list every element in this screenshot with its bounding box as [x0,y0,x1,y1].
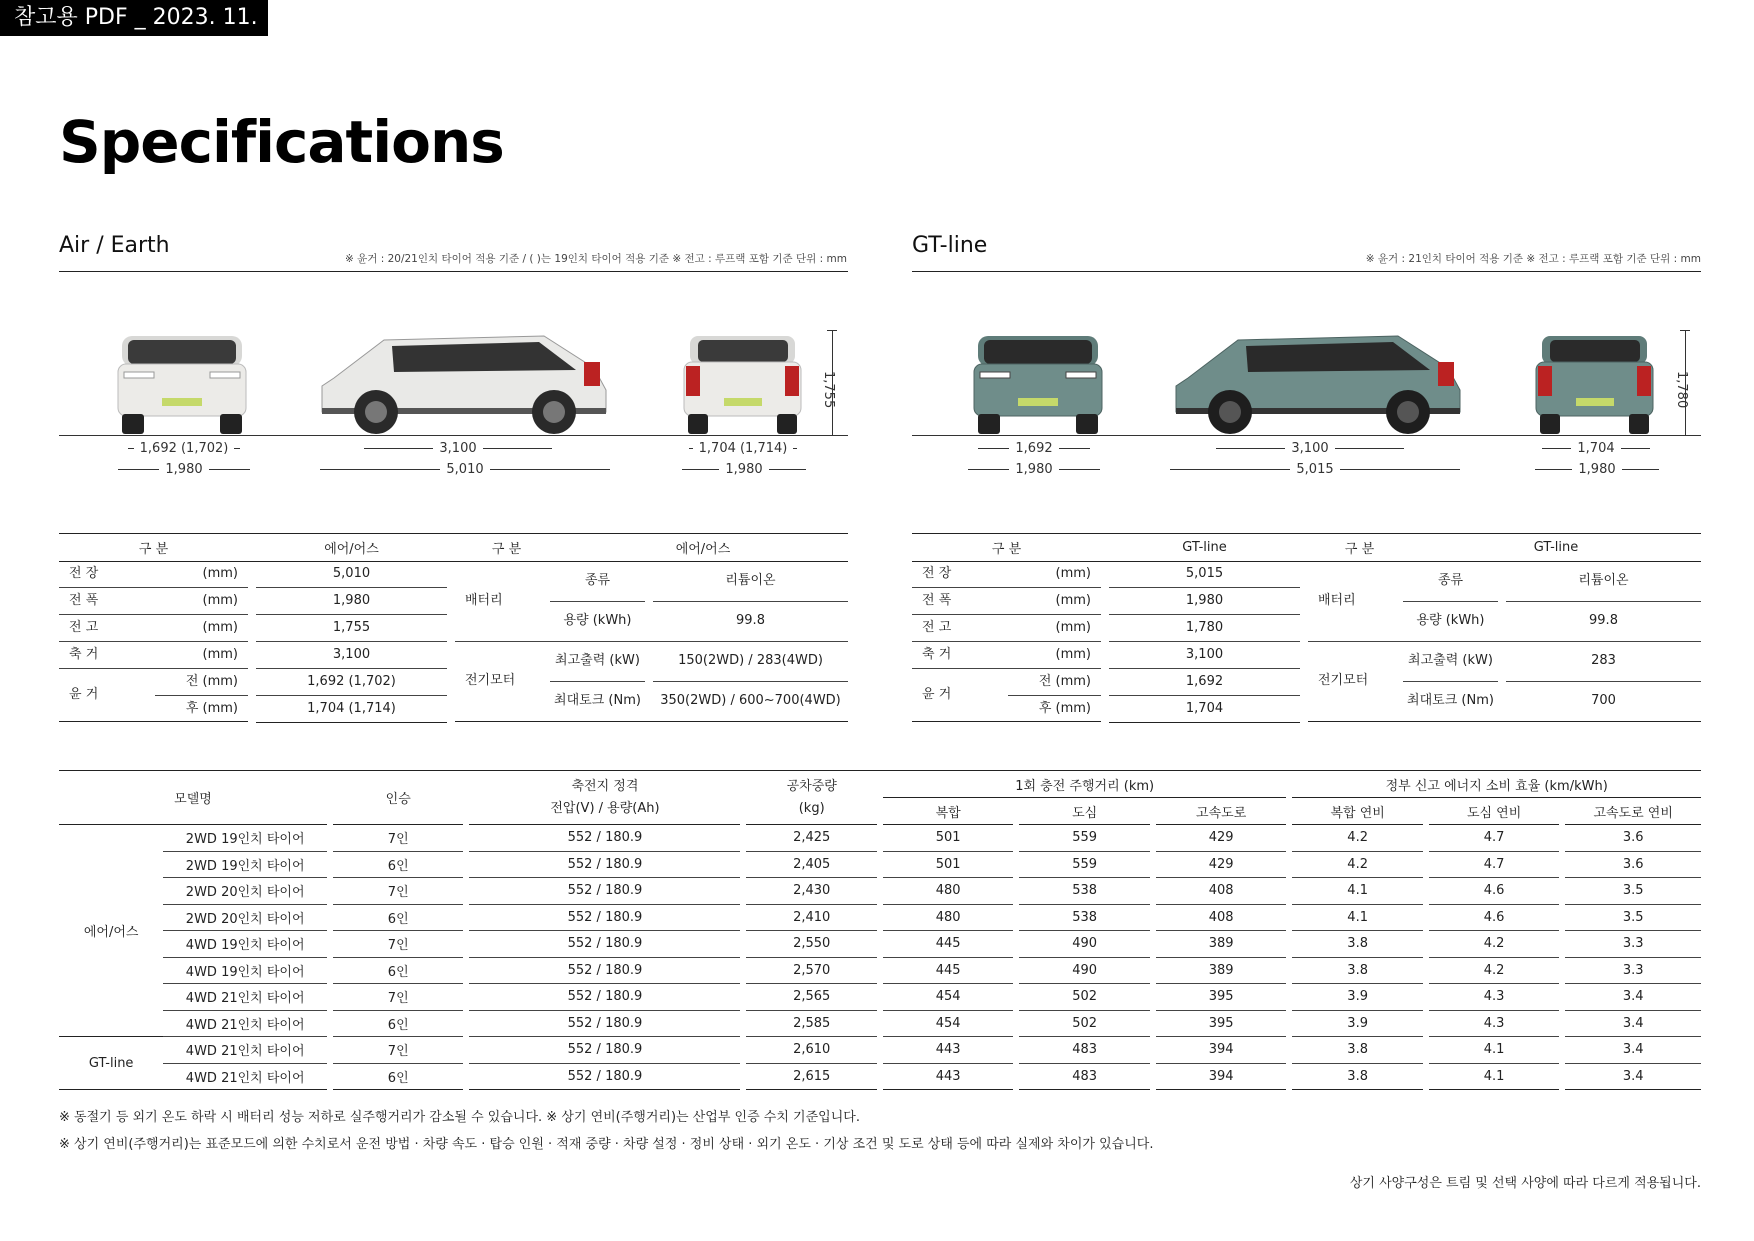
gt-torque-label: 최대토크 (Nm) [1407,693,1494,708]
cell-model: 2WD 19인치 타이어 [163,825,327,852]
footnote-1: ※ 동절기 등 외기 온도 하락 시 배터리 성능 저하로 실주행거리가 감소될 수 있습니다. ※ 상기 연비(주행거리)는 산업부 인증 수치 기준입니다. [59,1110,860,1125]
air-spec-table [59,533,848,562]
th-battery [469,771,740,825]
air-row-height-label: 전 고 [69,620,99,635]
air-battery-label: 배터리 [465,593,503,608]
th-range: 1회 충전 주행거리 (km) [883,771,1286,798]
gt-side-view-image [1168,328,1468,438]
table-row [59,957,1701,984]
cell-range-highway: 429 [1156,825,1286,852]
gt-motor-label: 전기모터 [1318,673,1369,688]
air-row-width-unit: (mm) [202,593,238,608]
gt-row-wheelbase-unit: (mm) [1055,647,1091,662]
cell-battery: 552 / 180.9 [469,904,740,931]
air-power-label: 최고출력 (kW) [555,653,640,668]
gt-front-track-dim: 1,692 [978,441,1090,456]
gt-height-tick [1680,330,1690,331]
air-side-view-image [314,328,614,438]
air-ground-line [59,435,848,436]
page-title: Specifications [59,108,504,176]
cell-eff-combined: 3.9 [1292,984,1422,1011]
cell-eff-combined: 4.1 [1292,878,1422,905]
cell-eff-city: 4.3 [1429,984,1559,1011]
air-front-view-image [112,328,252,438]
air-row-wheelbase-unit: (mm) [202,647,238,662]
cell-seats: 6인 [333,904,463,931]
gt-battery-type-label: 종류 [1437,573,1464,588]
cell-eff-city: 4.6 [1429,904,1559,931]
cell-model: 4WD 21인치 타이어 [163,984,327,1011]
th-weight-line2: (kg) [798,800,825,816]
table-row [59,904,1701,931]
cell-battery: 552 / 180.9 [469,851,740,878]
cell-weight: 2,570 [746,957,876,984]
gt-track-front-value: 1,692 [1109,669,1300,696]
gt-battery-type-value: 리튬이온 [1578,573,1629,588]
air-front-width-dim: 1,980 [118,462,250,477]
cell-seats: 6인 [333,957,463,984]
gt-track-rear-value: 1,704 [1109,696,1300,723]
gt-row-height-label: 전 고 [922,620,952,635]
air-row-length-unit: (mm) [202,566,238,581]
cell-range-highway: 429 [1156,851,1286,878]
gt-row-track-rear-unit: 후 (mm) [1038,701,1091,716]
cell-eff-combined: 3.8 [1292,1063,1422,1090]
table-row [59,931,1701,958]
cell-range-combined: 501 [883,851,1013,878]
gt-row-length-unit: (mm) [1055,566,1091,581]
th-weight-line1: 공차중량 [786,778,837,794]
air-battery-type-label: 종류 [584,573,611,588]
air-track-front-value: 1,692 (1,702) [256,669,447,696]
cell-range-city: 490 [1019,957,1149,984]
air-earth-note: ※ 윤거 : 20/21인치 타이어 적용 기준 / ( )는 19인치 타이어 적용 기준 ※ 전고 : 루프랙 포함 기준 단위 : mm [344,253,847,265]
air-motor-label: 전기모터 [465,673,516,688]
gt-row-wheelbase-label: 축 거 [922,647,952,662]
air-battery-cap-value: 99.8 [736,613,765,628]
th-eff-highway: 고속도로 연비 [1565,798,1701,825]
air-power-value: 150(2WD) / 283(4WD) [678,653,823,668]
gt-height-label: 1,780 [1674,371,1689,409]
cell-eff-city: 4.2 [1429,957,1559,984]
gt-length-value: 5,015 [1109,561,1300,588]
cell-weight: 2,425 [746,825,876,852]
cell-eff-combined: 3.8 [1292,1037,1422,1064]
air-torque-label: 최대토크 (Nm) [554,693,641,708]
group-gt-line: GT-line [59,1037,163,1090]
table-row [59,1063,1701,1090]
cell-seats: 6인 [333,1063,463,1090]
gt-row-length-label: 전 장 [922,566,952,581]
gt-width-value: 1,980 [1109,588,1300,615]
air-battery-type-value: 리튬이온 [725,573,776,588]
cell-eff-highway: 3.5 [1565,904,1701,931]
cell-eff-highway: 3.3 [1565,931,1701,958]
cell-seats: 6인 [333,851,463,878]
air-row-wheelbase-label: 축 거 [69,647,99,662]
air-torque-value: 350(2WD) / 600~700(4WD) [660,693,841,708]
gt-th-value: GT-line [1109,534,1300,562]
cell-battery: 552 / 180.9 [469,931,740,958]
table-row [59,984,1701,1011]
cell-range-combined: 454 [883,984,1013,1011]
cell-eff-combined: 3.9 [1292,1010,1422,1037]
cell-weight: 2,610 [746,1037,876,1064]
cell-seats: 7인 [333,825,463,852]
air-rear-view-image [680,328,805,438]
cell-model: 2WD 20인치 타이어 [163,904,327,931]
cell-weight: 2,410 [746,904,876,931]
gt-rear-view-image [1532,328,1657,438]
cell-model: 4WD 21인치 타이어 [163,1010,327,1037]
th-range-city: 도심 [1019,798,1149,825]
air-length-dim: 5,010 [320,462,610,477]
cell-weight: 2,550 [746,931,876,958]
cell-model: 4WD 19인치 타이어 [163,931,327,958]
th-range-combined: 복합 [883,798,1013,825]
gt-wheelbase-value: 3,100 [1109,642,1300,669]
gt-row-track-label: 윤 거 [922,687,952,702]
table-row [59,1010,1701,1037]
air-length-value: 5,010 [256,561,447,588]
th-weight [746,771,876,825]
cell-eff-combined: 4.2 [1292,825,1422,852]
cell-eff-highway: 3.3 [1565,957,1701,984]
th-model: 모델명 [59,771,327,825]
table-row [59,851,1701,878]
gt-th-value2: GT-line [1411,534,1701,562]
gt-power-label: 최고출력 (kW) [1408,653,1493,668]
gt-length-dim: 5,015 [1170,462,1460,477]
gt-line-note: ※ 윤거 : 21인치 타이어 적용 기준 ※ 전고 : 루프랙 포함 기준 단위 : mm [1365,253,1701,265]
air-battery-cap-label: 용량 (kWh) [563,613,632,628]
gt-ground-line [912,435,1701,436]
cell-range-city: 502 [1019,1010,1149,1037]
cell-range-city: 538 [1019,878,1149,905]
cell-weight: 2,565 [746,984,876,1011]
cell-eff-city: 4.6 [1429,878,1559,905]
th-seats: 인승 [333,771,463,825]
cell-eff-combined: 4.2 [1292,851,1422,878]
air-earth-rule [59,271,848,272]
cell-model: 4WD 21인치 타이어 [163,1063,327,1090]
cell-range-city: 483 [1019,1063,1149,1090]
gt-front-view-image [968,328,1108,438]
cell-eff-city: 4.1 [1429,1063,1559,1090]
air-row-track-label: 윤 거 [69,687,99,702]
cell-model: 2WD 19인치 타이어 [163,851,327,878]
air-front-track-dim: 1,692 (1,702) [128,441,240,456]
cell-range-city: 538 [1019,904,1149,931]
air-height-label: 1,755 [821,371,836,409]
gt-spec-body [912,561,1701,721]
air-rear-track-dim: 1,704 (1,714) [689,441,797,456]
air-th-category: 구 분 [59,534,248,562]
air-row-width-label: 전 폭 [69,593,99,608]
cell-range-combined: 480 [883,904,1013,931]
cell-eff-city: 4.7 [1429,825,1559,852]
gt-rear-width-dim: 1,980 [1535,462,1659,477]
cell-weight: 2,585 [746,1010,876,1037]
cell-range-combined: 501 [883,825,1013,852]
reference-badge: 참고용 PDF _ 2023. 11. 3 [0,0,268,36]
cell-eff-highway: 3.4 [1565,1010,1701,1037]
gt-row-width-unit: (mm) [1055,593,1091,608]
gt-rear-track-dim: 1,704 [1542,441,1650,456]
cell-battery: 552 / 180.9 [469,825,740,852]
cell-range-city: 559 [1019,851,1149,878]
cell-seats: 7인 [333,931,463,958]
cell-range-highway: 408 [1156,878,1286,905]
air-row-length-label: 전 장 [69,566,99,581]
cell-eff-highway: 3.6 [1565,851,1701,878]
cell-eff-highway: 3.4 [1565,1063,1701,1090]
gt-front-width-dim: 1,980 [968,462,1100,477]
th-efficiency: 정부 신고 에너지 소비 효율 (km/kWh) [1292,771,1701,798]
air-wheelbase-dim: 3,100 [364,441,552,456]
air-spec-body [59,561,848,721]
air-width-value: 1,980 [256,588,447,615]
cell-range-combined: 480 [883,878,1013,905]
efficiency-table [59,770,1701,1090]
cell-seats: 7인 [333,878,463,905]
cell-weight: 2,430 [746,878,876,905]
gt-line-rule [912,271,1701,272]
gt-torque-value: 700 [1591,693,1616,708]
th-battery-line2: 전압(V) / 용량(Ah) [550,800,660,816]
cell-battery: 552 / 180.9 [469,1063,740,1090]
cell-range-combined: 454 [883,1010,1013,1037]
cell-range-highway: 395 [1156,1010,1286,1037]
cell-range-highway: 408 [1156,904,1286,931]
cell-eff-combined: 4.1 [1292,904,1422,931]
air-rear-width-dim: 1,980 [682,462,806,477]
air-th-value2: 에어/어스 [558,534,848,562]
gt-th-category: 구 분 [912,534,1101,562]
table-row [59,878,1701,905]
gt-row-width-label: 전 폭 [922,593,952,608]
cell-model: 4WD 21인치 타이어 [163,1037,327,1064]
gt-spec-table [912,533,1701,562]
cell-range-combined: 445 [883,957,1013,984]
gt-th-category2: 구 분 [1308,534,1411,562]
footnote-right: 상기 사양구성은 트림 및 선택 사양에 따라 다르게 적용됩니다. [1349,1176,1701,1191]
efficiency-table-body [59,825,1701,1090]
cell-battery: 552 / 180.9 [469,984,740,1011]
th-eff-combined: 복합 연비 [1292,798,1422,825]
air-earth-heading: Air / Earth [59,233,170,258]
th-eff-city: 도심 연비 [1429,798,1559,825]
gt-power-value: 283 [1591,653,1616,668]
cell-eff-city: 4.7 [1429,851,1559,878]
air-row-track-rear-unit: 후 (mm) [185,701,238,716]
cell-battery: 552 / 180.9 [469,1010,740,1037]
cell-range-combined: 445 [883,931,1013,958]
gt-line-heading: GT-line [912,233,988,258]
air-row-height-unit: (mm) [202,620,238,635]
air-row-track-front-unit: 전 (mm) [185,674,238,689]
cell-range-city: 483 [1019,1037,1149,1064]
cell-eff-city: 4.2 [1429,931,1559,958]
cell-range-combined: 443 [883,1063,1013,1090]
air-wheelbase-value: 3,100 [256,642,447,669]
air-track-rear-value: 1,704 (1,714) [256,696,447,723]
cell-battery: 552 / 180.9 [469,957,740,984]
cell-eff-highway: 3.5 [1565,878,1701,905]
table-row [59,825,1701,852]
cell-range-city: 559 [1019,825,1149,852]
group-air-earth: 에어/어스 [59,825,163,1037]
cell-eff-combined: 3.8 [1292,931,1422,958]
cell-battery: 552 / 180.9 [469,1037,740,1064]
cell-eff-highway: 3.4 [1565,1037,1701,1064]
air-th-category2: 구 분 [455,534,558,562]
cell-range-highway: 394 [1156,1063,1286,1090]
table-row [59,1037,1701,1064]
cell-eff-city: 4.3 [1429,1010,1559,1037]
gt-wheelbase-dim: 3,100 [1216,441,1404,456]
cell-range-city: 502 [1019,984,1149,1011]
gt-battery-cap-label: 용량 (kWh) [1416,613,1485,628]
th-range-highway: 고속도로 [1156,798,1286,825]
cell-eff-highway: 3.4 [1565,984,1701,1011]
cell-seats: 7인 [333,1037,463,1064]
air-height-tick [827,330,837,331]
cell-range-highway: 389 [1156,931,1286,958]
gt-row-track-front-unit: 전 (mm) [1038,674,1091,689]
cell-weight: 2,405 [746,851,876,878]
gt-height-value: 1,780 [1109,615,1300,642]
cell-model: 2WD 20인치 타이어 [163,878,327,905]
cell-seats: 6인 [333,1010,463,1037]
th-battery-line1: 축전지 정격 [571,778,639,794]
cell-range-highway: 389 [1156,957,1286,984]
footnote-2: ※ 상기 연비(주행거리)는 표준모드에 의한 수치로서 운전 방법 · 차량 속도 · 탑승 인원 · 적재 중량 · 차량 설정 · 정비 상태 · 외기 온도 · 기상 조건 및 도로 상태 등에 따라 실제와 차이가 있습니다. [59,1137,1154,1152]
air-height-value: 1,755 [256,615,447,642]
cell-eff-city: 4.1 [1429,1037,1559,1064]
gt-battery-label: 배터리 [1318,593,1356,608]
cell-eff-combined: 3.8 [1292,957,1422,984]
cell-range-highway: 395 [1156,984,1286,1011]
gt-battery-cap-value: 99.8 [1589,613,1618,628]
cell-battery: 552 / 180.9 [469,878,740,905]
gt-row-height-unit: (mm) [1055,620,1091,635]
cell-model: 4WD 19인치 타이어 [163,957,327,984]
cell-weight: 2,615 [746,1063,876,1090]
air-th-value: 에어/어스 [256,534,447,562]
cell-range-combined: 443 [883,1037,1013,1064]
cell-range-highway: 394 [1156,1037,1286,1064]
cell-eff-highway: 3.6 [1565,825,1701,852]
cell-range-city: 490 [1019,931,1149,958]
cell-seats: 7인 [333,984,463,1011]
